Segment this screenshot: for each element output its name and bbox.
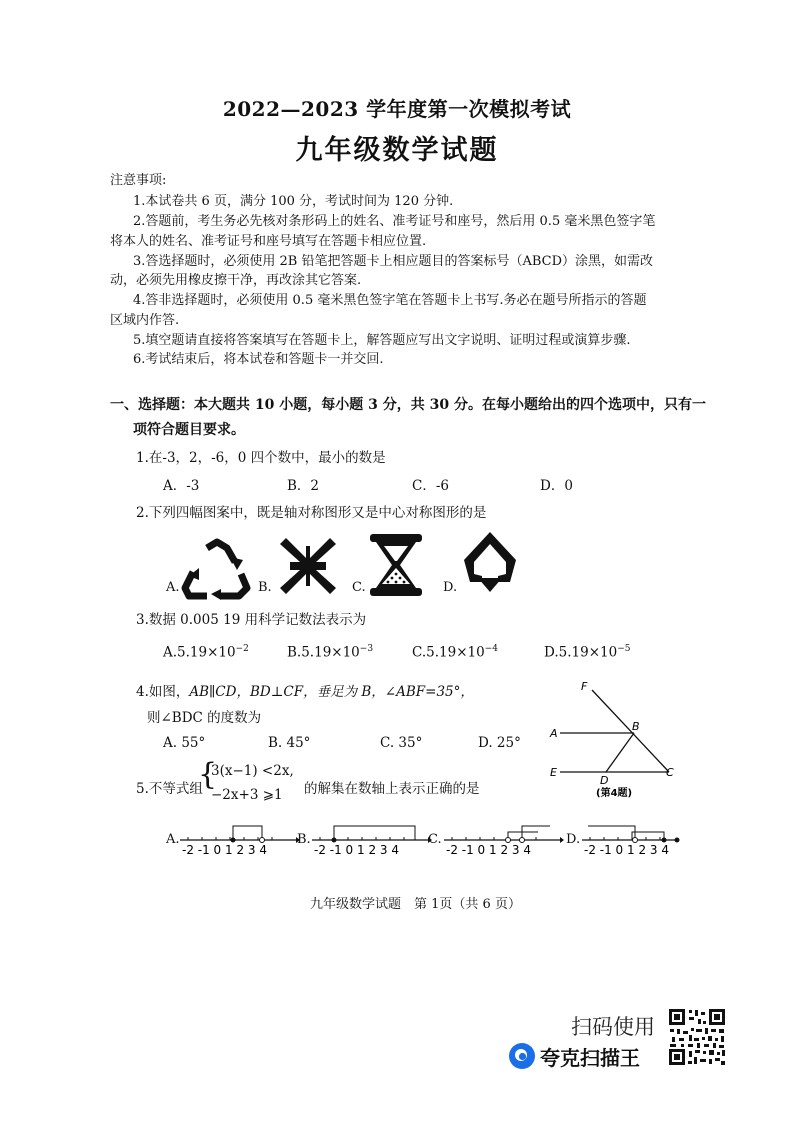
q3-option-base: 5.19×10 — [301, 644, 360, 661]
q3-option-base: 5.19×10 — [426, 644, 485, 661]
arrows-icon — [278, 536, 338, 596]
notes-line: 4.答非选择题时，必须使用 0.5 毫米黑色签字笔在答题卡上书写.务必在题号所指示的答题 — [133, 293, 647, 308]
q1-option-b: B．2 — [287, 478, 320, 494]
q2-label-d: D. — [443, 580, 458, 595]
q3-option-exp: −4 — [484, 644, 498, 654]
q1-stem: 1.在-3，2，-6，0 四个数中，最小的数是 — [136, 450, 386, 466]
q3-option-base: 5.19×10 — [177, 644, 236, 661]
q4-stem-cont: 则∠BDC 的度数为 — [147, 710, 262, 726]
q4-stem-prefix: 4.如图， — [136, 684, 190, 700]
number-line-b — [310, 818, 432, 858]
line-bd — [606, 733, 634, 772]
q5-label-c: C. — [428, 832, 442, 847]
q4-option-d: D. 25° — [478, 735, 521, 751]
q3-option-a — [163, 644, 249, 661]
section-heading: 一、选择题：本大题共 10 小题，每小题 3 分，共 30 分。在每小题给出的四个选项中，只有一 — [110, 397, 706, 413]
notes-line: 1.本试卷共 6 页，满分 100 分，考试时间为 120 分钟. — [133, 194, 454, 209]
exam-subtitle: 九年级数学试题 — [295, 135, 499, 166]
q4-stem-math: AB∥CD，BD⊥CF，垂足为 B，∠ABF=35°， — [189, 684, 474, 700]
exam-title: 2022—2023 学年度第一次模拟考试 — [222, 97, 572, 121]
axis-ticks: -2 -1 0 1 2 3 4 — [182, 843, 267, 857]
q4-stem — [136, 680, 474, 700]
q1-option-a: A．-3 — [163, 478, 200, 494]
notes-line: 2.答题前，考生务必先核对条形码上的姓名、准考证号和座号，然后用 0.5 毫米黑色签字笔 — [133, 214, 656, 229]
q3-option-label: A. — [163, 644, 178, 661]
page-footer: 九年级数学试题 第 1页（共 6 页） — [310, 897, 521, 912]
q3-option-label: C. — [412, 644, 427, 661]
hourglass-icon — [368, 532, 424, 598]
point-label: F — [581, 680, 588, 693]
q5-label-b: B. — [297, 832, 311, 847]
notes-heading: 注意事项: — [110, 173, 167, 188]
brand-name: 夸克扫描王 — [540, 1046, 640, 1070]
q3-option-label: D. — [544, 644, 559, 661]
point-label: D — [600, 774, 609, 787]
q4-option-b: B. 45° — [268, 735, 311, 751]
q3-option-d — [544, 644, 630, 661]
q1-option-d: D．0 — [540, 478, 573, 494]
q3-option-exp: −5 — [617, 644, 631, 654]
recycle-icon — [181, 538, 253, 600]
q4-geometry-figure — [548, 680, 678, 800]
section-heading-cont: 项符合题目要求。 — [133, 422, 245, 438]
brace-icon: { — [198, 757, 218, 792]
q4-option-a: A. 55° — [163, 735, 206, 751]
q3-option-c — [412, 644, 498, 661]
q5-label-d: D. — [566, 832, 581, 847]
quark-logo-icon — [508, 1042, 536, 1070]
point-label: A — [550, 727, 558, 740]
notes-line: 将本人的姓名、准考证号和座号填写在答题卡相应位置. — [110, 234, 427, 249]
number-line-d — [580, 818, 682, 858]
notes-line: 5.填空题请直接将答案填写在答题卡上，解答题应写出文字说明、证明过程或演算步骤. — [133, 333, 631, 348]
q3-option-exp: −3 — [359, 644, 374, 654]
q5-stem-prefix: 5.不等式组 — [136, 781, 203, 797]
q5-inequality-2: −2x+3 ⩾1 — [211, 787, 283, 803]
q3-option-b — [287, 644, 373, 661]
axis-ticks: -2 -1 0 1 2 3 4 — [314, 843, 399, 857]
axis-ticks: -2 -1 0 1 2 3 4 — [584, 843, 669, 857]
notes-line: 3.答选择题时，必须使用 2B 铅笔把答题卡上相应题目的答案标号（ABCD）涂黑，如需改 — [133, 254, 654, 269]
number-line-a — [178, 818, 300, 858]
q2-label-b: B. — [258, 580, 272, 595]
q3-option-base: 5.19×10 — [558, 644, 618, 661]
q5-inequality-1: 3(x−1) <2x, — [211, 763, 294, 779]
q3-option-label: B. — [287, 644, 302, 661]
q2-label-c: C. — [352, 580, 366, 595]
point-label: C — [666, 766, 674, 779]
q2-label-a: A. — [166, 580, 180, 595]
q5-stem-suffix: 的解集在数轴上表示正确的是 — [304, 781, 480, 797]
line-fc — [592, 690, 669, 772]
arrow-emblem-icon — [458, 530, 522, 596]
brand-logo — [508, 1042, 536, 1070]
q2-stem: 2.下列四幅图案中，既是轴对称图形又是中心对称图形的是 — [136, 505, 487, 521]
q5-label-a: A. — [166, 832, 180, 847]
point-label: E — [550, 766, 557, 779]
figure-caption: (第4题) — [596, 788, 633, 799]
q4-option-c: C. 35° — [380, 735, 423, 751]
notes-line: 6.考试结束后，将本试卷和答题卡一并交回. — [133, 352, 384, 367]
number-line-c — [442, 818, 564, 858]
scan-to-use-text: 扫码使用 — [571, 1015, 655, 1039]
notes-line: 动，必须先用橡皮擦干净，再改涂其它答案. — [110, 273, 362, 288]
q1-option-c: C．-6 — [412, 478, 449, 494]
axis-ticks: -2 -1 0 1 2 3 4 — [446, 843, 531, 857]
qr-code-icon[interactable] — [667, 1007, 727, 1067]
q3-option-exp: −2 — [235, 644, 249, 654]
notes-line: 区域内作答. — [110, 313, 180, 328]
q3-stem: 3.数据 0.005 19 用科学记数法表示为 — [136, 612, 367, 628]
point-label: B — [632, 720, 640, 733]
